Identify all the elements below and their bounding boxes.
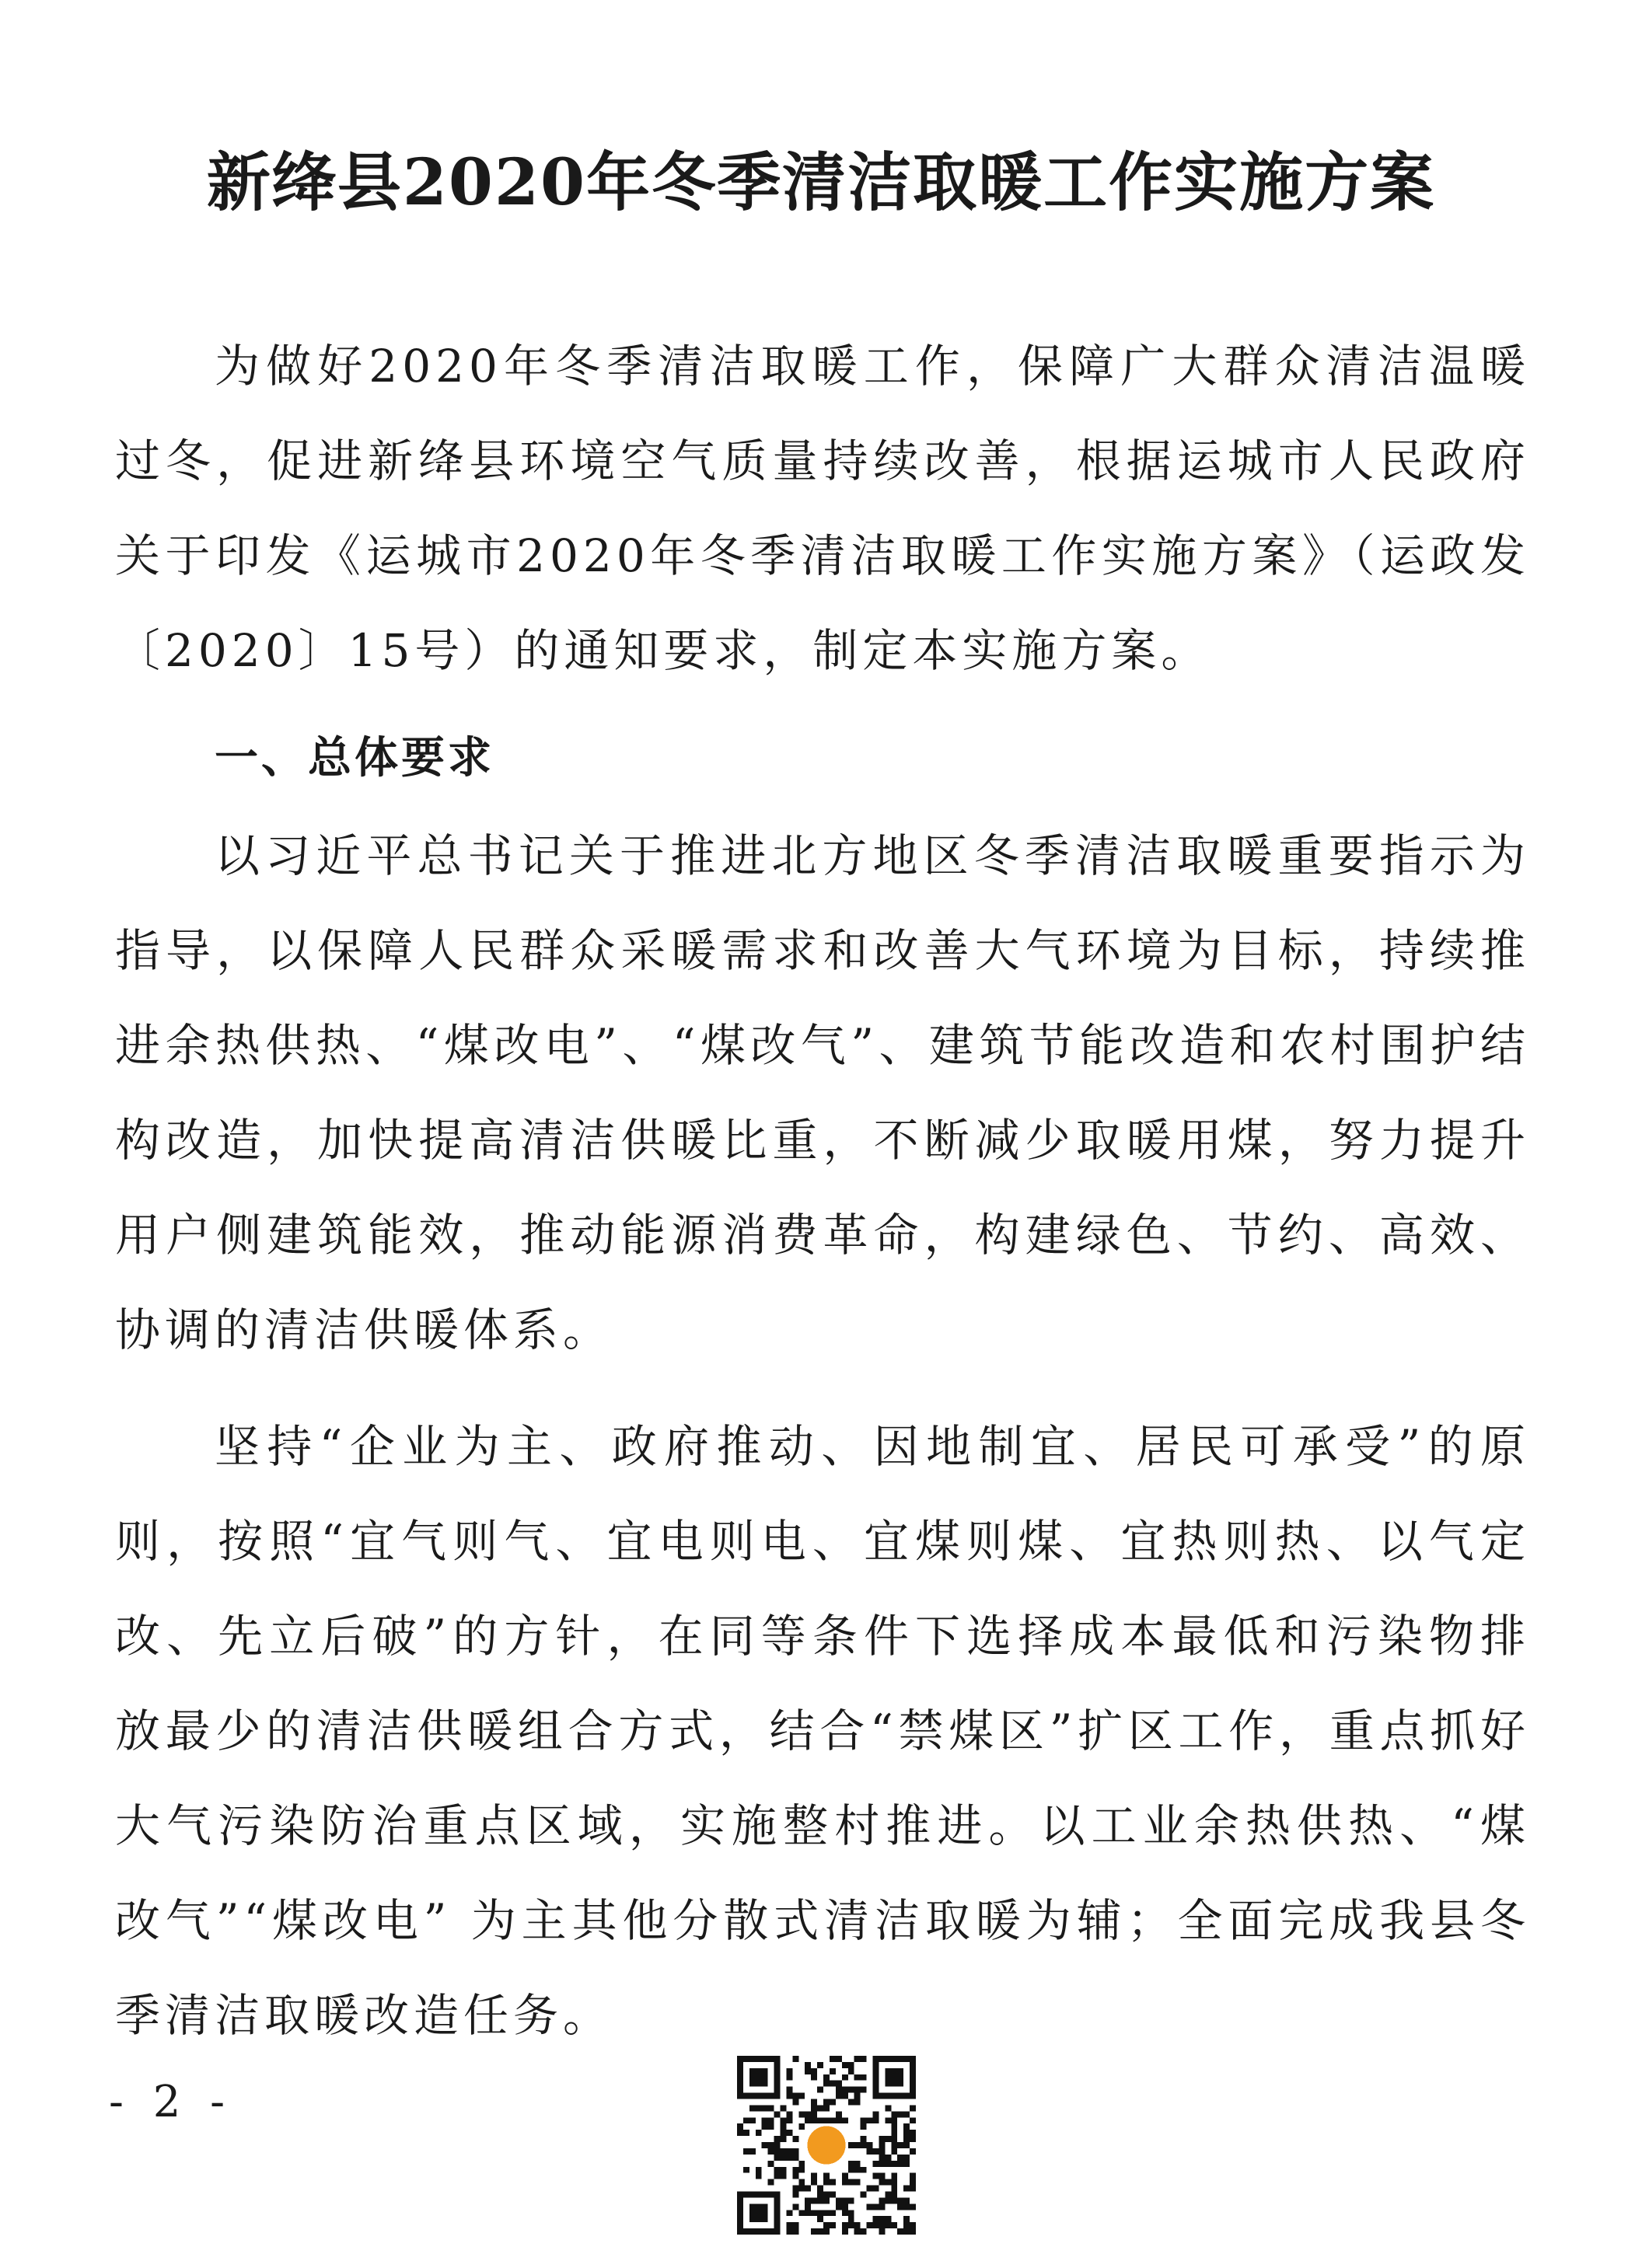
document-title: 新绛县2020年冬季清洁取暖工作实施方案 — [206, 145, 1436, 220]
qr-code-icon[interactable] — [737, 2056, 916, 2235]
section-heading: 一、总体要求 — [215, 733, 494, 783]
paragraph-guidance: 以习近平总书记关于推进北方地区冬季清洁取暖重要指示为指导，以保障人民群众采暖需求和改善大气环境为目标，持续推进余热供热、“煤改电”、“煤改气”、建筑节能改造和农村围护结构改造，加快提高清洁供暖比重，不断减少取暖用煤，努力提升用户侧建筑能效，推动能源消费革命，构建绿色、节约、高效、协调的清洁供暖体系。 — [115, 829, 1530, 1356]
paragraph-intro: 为做好2020年冬季清洁取暖工作，保障广大群众清洁温暖过冬，促进新绛县环境空气质量持续改善，根据运城市人民政府关于印发《运城市2020年冬季清洁取暖工作实施方案》（运政发〔2020〕15号）的通知要求，制定本实施方案。 — [115, 340, 1530, 677]
page-number: - 2 - — [109, 2077, 233, 2127]
qr-code-graphic — [737, 2056, 916, 2235]
paragraph-principles: 坚持“企业为主、政府推动、因地制宜、居民可承受”的原则，按照“宜气则气、宜电则电、宜煤则煤、宜热则热、以气定改、先立后破”的方针，在同等条件下选择成本最低和污染物排放最少的清洁供暖组合方式，结合“禁煤区”扩区工作，重点抓好大气污染防治重点区域，实施整村推进。以工业余热供热、“煤改气”“煤改电” 为主其他分散式清洁取暖为辅；全面完成我县冬季清洁取暖改造任务。 — [115, 1420, 1530, 2042]
